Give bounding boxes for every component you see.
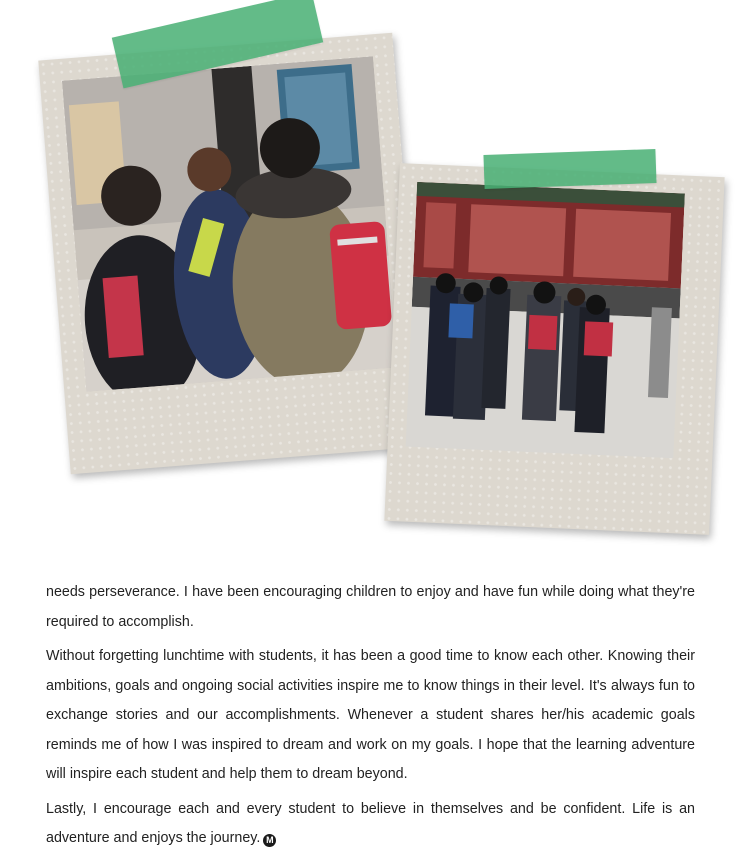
photo-indoor-exhibit — [62, 56, 398, 392]
polaroid-frame-left — [38, 33, 424, 475]
paragraph-1: needs perseverance. I have been encouraging children to enjoy and have fun while doing what they're required to accomplish. — [46, 584, 695, 630]
photo-indoor-exhibit-image — [62, 56, 398, 392]
washi-tape-right — [483, 149, 656, 189]
polaroid-frame-right — [384, 163, 724, 535]
paragraph-2: Without forgetting lunchtime with students, it has been a good time to know each other. Knowing their ambitions, goals and ongoing social activities inspire me to know things in their level. It's always fun to exchange stories and our accomplishments. Whenever a student shares her/his academic goals reminds me of how I was inspired to dream and work on my goals. I hope that the learning adventure will inspire each student and help them to dream beyond. — [46, 648, 695, 782]
article-body — [46, 578, 695, 859]
photo-courtyard-image — [406, 182, 685, 458]
paragraph-3-text: Lastly, I encourage each and every student to believe in themselves and be confident. Life is an adventure and enjoys the journey. — [46, 800, 695, 846]
end-mark-icon: M — [263, 834, 276, 847]
photo-courtyard — [406, 182, 685, 458]
paragraph-3 — [46, 795, 695, 854]
